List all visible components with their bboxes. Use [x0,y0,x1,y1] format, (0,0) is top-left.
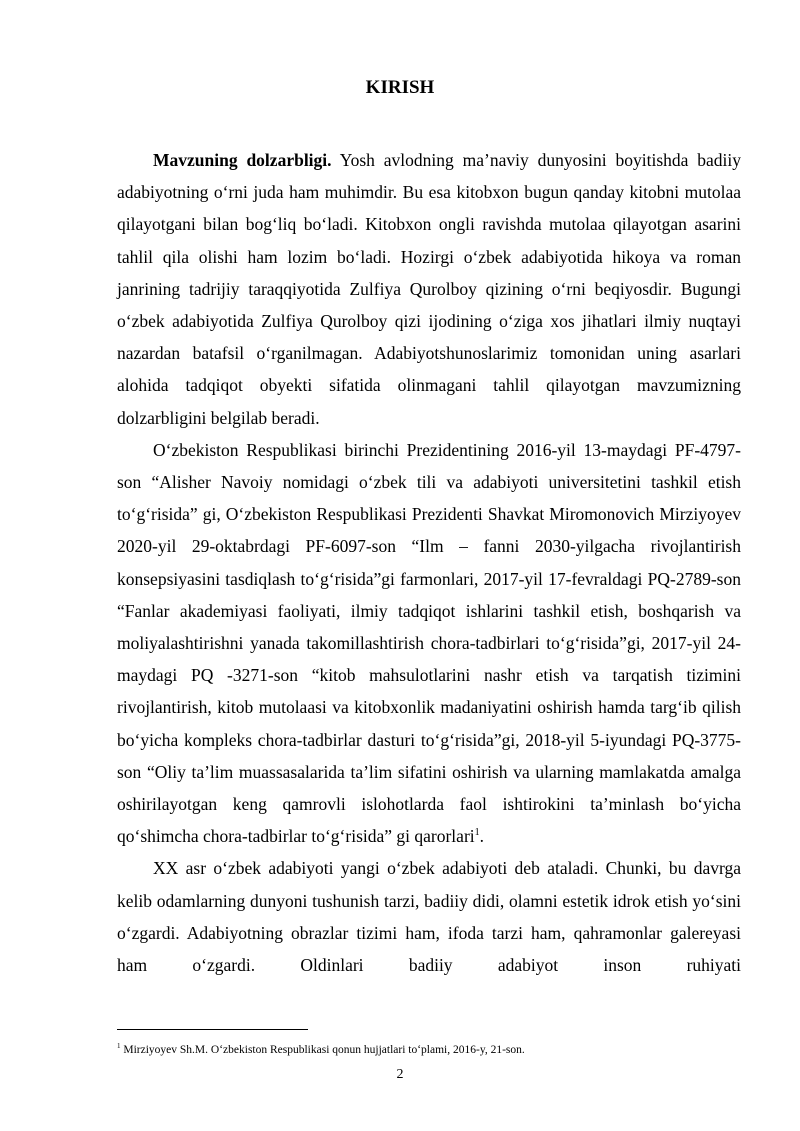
paragraph-twentieth-century [117,852,741,981]
body-text [117,144,741,981]
page-title: KIRISH [365,77,435,98]
paragraph-text: Yosh avlodning ma’naviy dunyosini boyitishda badiiy adabiyotning o‘rni juda ham muhimdir. Bu esa kitobxon bugun qanday kitobni mutolaa qilayotgani bilan bog‘liq bo‘ladi. Kitobxon ongli ravishda mutolaa qilayotgan asarini tahlil qila olishi ham lozim bo‘ladi. Hozirgi o‘zbek adabiyotida hikoya va roman janrining tadrijiy taraqqiyotida Zulfiya Qurolboy qizining o‘rni beqiyosdir. Bugungi o‘zbek adabiyotida Zulfiya Qurolboy qizi ijodining o‘ziga xos jihatlari ilmiy nuqtayi nazardan batafsil o‘rganilmagan. Adabiyotshunoslarimiz tomonidan uning asarlari alohida tadqiqot obyekti sifatida olinmagani tahlil qilayotgan mavzumizning dolzarbligini belgilab beradi. [117,150,741,428]
footnote [117,1043,741,1058]
footnote-reference[interactable]: 1 [474,827,480,839]
paragraph-relevance [117,144,741,434]
footnote-separator [117,1029,308,1030]
footnote-marker: 1 [117,1042,121,1051]
paragraph-text: O‘zbekiston Respublikasi birinchi Prezidentining 2016-yil 13-maydagi PF-4797-son “Alisher Navoiy nomidagi o‘zbek tili va adabiyoti universitetini tashkil etish to‘g‘risida” gi, O‘zbekiston Respublikasi Prezidenti Shavkat Miromonovich Mirziyoyev 2020-yil 29-oktabrdagi PF-6097-son “Ilm – fanni 2030-yilgacha rivojlantirish konsepsiyasini tasdiqlash to‘g‘risida”gi farmonlari, 2017-yil 17-fevraldagi PQ-2789-son “Fanlar akademiyasi faoliyati, ilmiy tadqiqot ishlarini tashkil etish, boshqarish va moliyalashtirishni yanada takomillashtirish chora-tadbirlari to‘g‘risida”gi, 2017-yil 24-maydagi PQ -3271-son “kitob mahsulotlarini nashr etish va tarqatish tizimini rivojlantirish, kitob mutolaasi va kitobxonlik madaniyatini oshirish hamda targ‘ib qilish bo‘yicha kompleks chora-tadbirlar dasturi to‘g‘risida”gi, 2018-yil 5-iyundagi PQ-3775-son “Oliy ta’lim muassasalarida ta’lim sifatini oshirish va ularning mamlakatda amalga oshirilayotgan keng qamrovli islohotlarda faol ishtirokini ta’minlash bo‘yicha qo‘shimcha chora-tadbirlar to‘g‘risida” gi qarorlari [117,439,741,847]
paragraph-text: XX asr o‘zbek adabiyoti yangi o‘zbek adabiyoti deb ataladi. Chunki, bu davrga kelib odamlarning dunyoni tushunish tarzi, badiiy didi, olamni estetik idrok etish yo‘sini o‘zgardi. Adabiyotning obrazlar tizimi ham, ifoda tarzi ham, qahramonlar galereyasi ham o‘zgardi. Oldinlari badiiy adabiyot inson ruhiyati [117,858,741,976]
footnote-text: Mirziyoyev Sh.M. O‘zbekiston Respublikasi qonun hujjatlari to‘plami, 2016-y, 21-son. [120,1044,525,1056]
paragraph-decrees [117,434,741,853]
paragraph-tail: . [479,826,485,847]
paragraph-lead: Mavzuning dolzarbligi. [153,150,332,170]
page-number: 2 [396,1067,404,1082]
